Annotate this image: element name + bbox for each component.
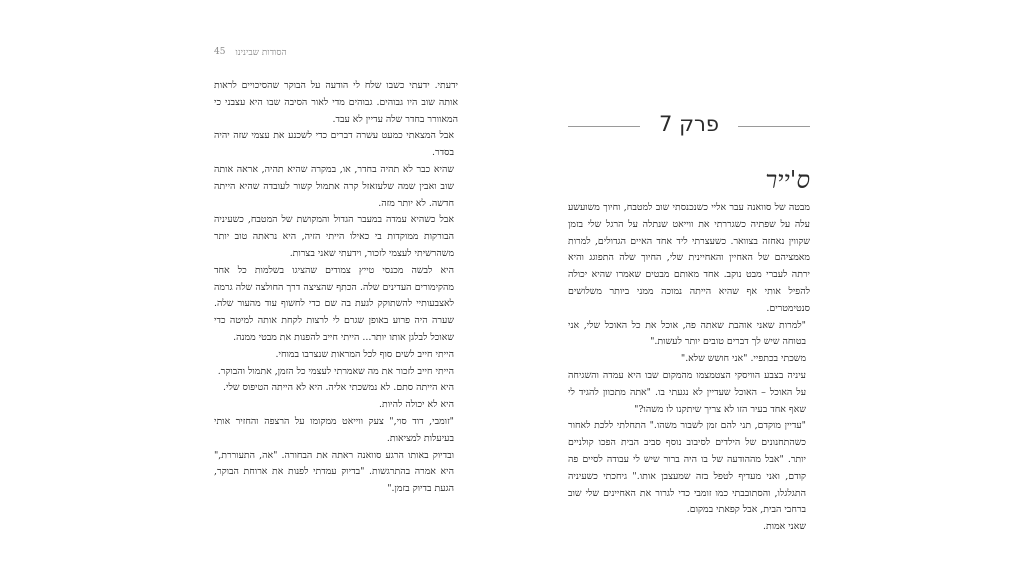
paragraph: אבל המצאתי כמעט עשרה דברים כדי לשכנע את עצמי שזה יהיה בסדר. <box>214 130 454 159</box>
chapter-character-name: ס'ייר <box>765 166 810 194</box>
paragraph: משכתי בכתפיי. "אני חושש שלא." <box>680 353 806 365</box>
paragraph: "זומבי, דוד סוי," צעק ווייאט ממקומו על הרצפה והחזיר אותי בעיעלות למציאות. <box>214 415 454 444</box>
paragraph: הייתי חייב לשים סוף לכל המראות שנצרבו במוחי. <box>275 348 454 360</box>
paragraph: "למרות שאני אוהבת שאתה פה, אוכל את כל האוכל שלי, אני בטוחה שיש לך דברים טובים יותר לעשות." <box>568 319 806 348</box>
paragraph: "עדיין מוקדם, תני להם זמן לשבור משהו." התחלתי ללכת לאחור כשהתחנונים של הילדים לסיבוב נוסף סביב הבית הפכו קולניים יותר. "אבל מההודעה של בו היה ברור שיש לי עבודה לסיים פה קודם, ואני מעדיף לטפל בזה שמעצבן אותו." גיחכתי כשעיניה התגלגלו, והסתובבתי כמו זומבי כדי לגרור את האחיינים שלי שוב ברחבי הבית, אבל קפאתי במקום. <box>568 420 806 516</box>
paragraph: ובדיוק באותו הרגע סוואנה ראתה את הבחורה. "אה, התעוררת," היא אמרה בהתרגשות. "בדיוק עמדתי לפנות את ארוחת הבוקר, הגעת בדיוק בזמן." <box>214 449 454 495</box>
paragraph: אבל כשהיא עמדה במעבר הגדול והמקושת של המטבח, כשעיניה הבורקות ממוקדות בי כאילו הייתי הזיה, היא נראתה טוב יותר משהרשיתי לעצמי לזכור, וידעתי שאני בצרות. <box>214 214 454 259</box>
paragraph: היא לבשה מכנסי טייץ צמודים שהציגו בשלמות כל אחד מהקימורים העדינים שלה. הכתף שהציצה דרך החולצה שלה גרמה לאצבעותיי להשתוקק לגעת בה שם כדי לחשוף עוד מהעור שלה. שערה היה פרוע באופן שגרם לי לרצות לקחת אותה למיטה כדי שאוכל לבלגן אותו יותר... הייתי חייב להפנות את מבטי ממנה. <box>214 264 454 343</box>
right-page-text <box>568 200 810 536</box>
chapter-rule-right <box>738 126 810 127</box>
chapter-title: פרק 7 <box>659 112 719 136</box>
running-header <box>214 47 354 58</box>
paragraph: ידעתי. ידעתי כשבו שלח לי הודעה על הבוקר שהסיכויים לראות אותה שוב היו גבוהים. גבוהים מדי לאור הסיבה שבו היא עצבני כי המאוורר בחדר שלה עדיין לא עבד. <box>214 80 458 125</box>
running-header-title: הסודות שבינינו <box>235 48 287 58</box>
paragraph: שהיא כבר לא תהיה בחדר, או, במקרה שהיא תהיה, אראה אותה שוב ואבין שמה שלעזאזל קרה אתמול קשור לעובדה שהיא הייתה חדשה. לא יותר מזה. <box>214 163 454 209</box>
paragraph: עיניה בצבע הוויסקי הצטמצמו מהמקום שבו היא עמדה והשגיחה על האוכל – האוכל שעדיין לא נגעתי בו. "אתה מתכוון להגיד לי שאף אחד בעיר הזו לא צריך שיתקנו לו משהו?" <box>568 369 806 415</box>
page-number: 45 <box>214 47 226 57</box>
paragraph: הייתי חייב לזכור את מה שאמרתי לעצמי כל הזמן, אתמול והבוקר. <box>217 365 454 377</box>
chapter-rule-left <box>568 126 640 127</box>
paragraph: היא הייתה סתם. לא נמשכתי אליה. היא לא הייתה הטיפוס שלי. <box>223 382 454 394</box>
left-page-text <box>214 78 458 498</box>
paragraph: מבטה של סוואנה עבר אליי כשנכנסתי שוב למטבח, וחיוך משועשע עלה על שפתיה כשגררתי את ווייאט שנתלה על הרגל שלי בזמן שקווין נאחזה בצוואר. כשעצרתי ליד אחד האיים הגדולים, למרות מאמציהם של האחיין והאחיינית שלי, החיוך שלה התפוגג והיא ירתה לעברי מבט נוקב. אחד מאותם מבטים שאמרו שהיא יכולה להפיל אותי אף שהיא הייתה נמוכה ממני ביותר משלושים סנטימטרים. <box>568 202 810 314</box>
paragraph: היא לא יכולה להיות. <box>379 399 454 411</box>
paragraph: שאני אמות. <box>762 521 806 533</box>
